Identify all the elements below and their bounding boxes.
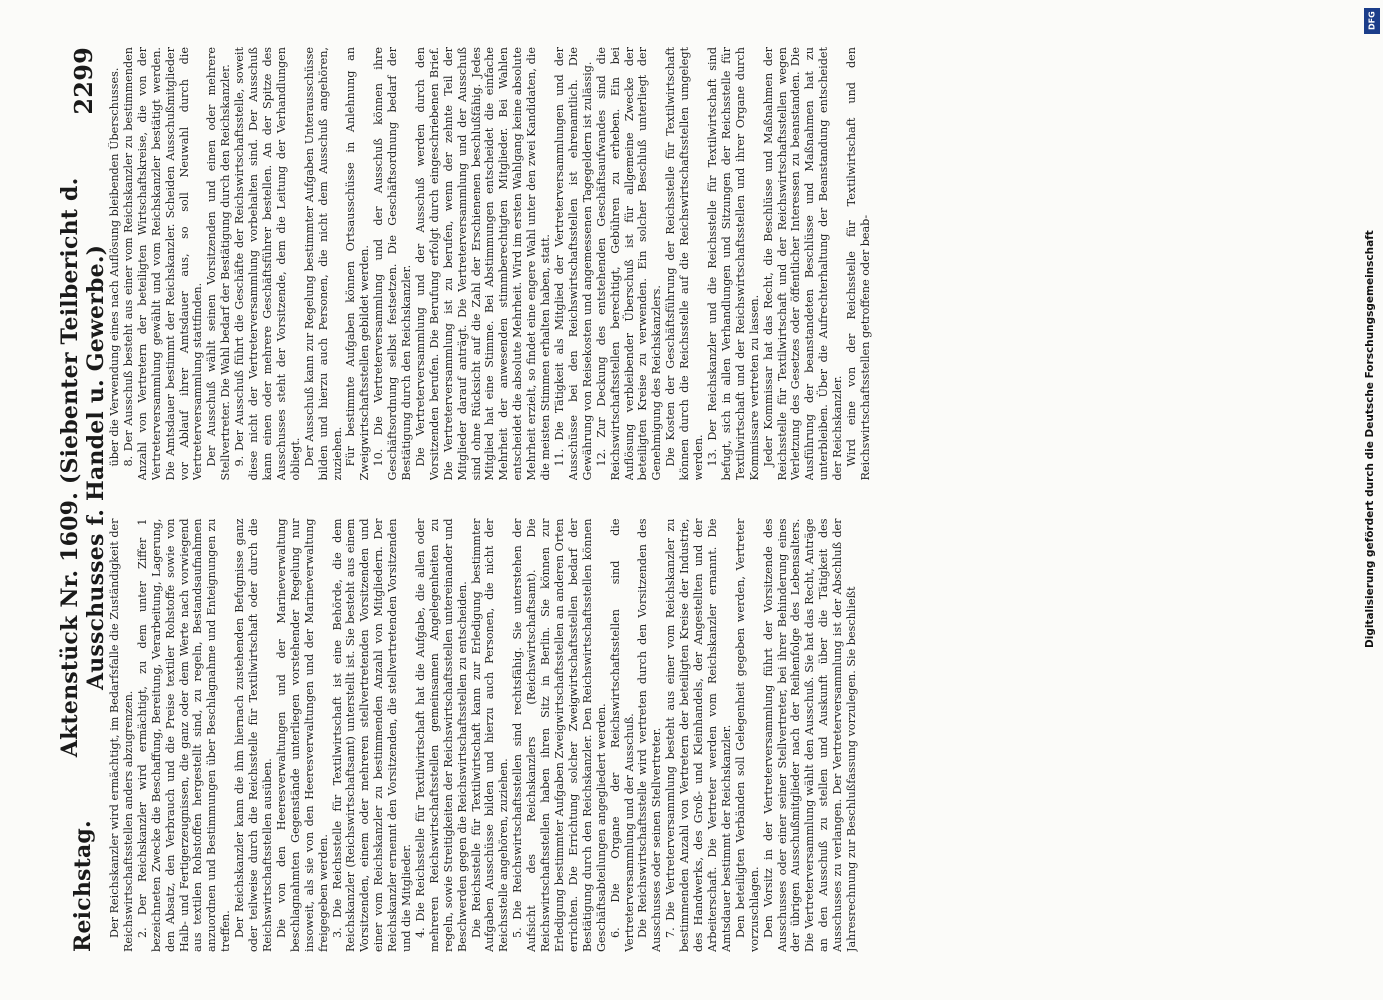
header-left: Reichstag. — [70, 820, 96, 952]
text-column-right — [108, 47, 1300, 481]
digitization-note: Digitalisierung gefördert durch die Deutsche Forschungsgemeinschaft — [1364, 230, 1376, 648]
paragraph: Der Ausschuß kann zur Regelung bestimmter Aufgaben Unterausschüsse bilden und hierzu auch Personen, die nicht dem Ausschuß angehören, zuziehen. — [302, 47, 344, 481]
paragraph: Der Reichskanzler wird ermächtigt, im Bedarfsfalle die Zuständigkeit der Reichswirtschaftsstellen anders abzugrenzen. — [108, 518, 135, 952]
paragraph: Wird eine von der Reichsstelle für Textilwirtschaft und den Reichswirtschaftsstellen getroffene oder beab- — [845, 47, 872, 481]
paragraph: 9. Der Ausschuß führt die Geschäfte der Reichswirtschaftsstelle, soweit diese nicht der Vertreterversammlung vorbehalten sind. Der Ausschuß kann einen oder mehrere Geschäftsführer bestellen. An der Spitze des Ausschusses steht der Vorsitzende, dem die Leitung der Verhandlungen obliegt. — [233, 47, 302, 481]
paragraph: Die Vertreterversammlung und der Ausschuß werden durch den Vorsitzenden berufen. Die Berufung erfolgt durch eingeschriebenen Brief. Die Vertreterversammlung ist zu berufen, wenn der zehnte Teil der Mitglieder darauf anträgt. Die Vertreterversammlung und der Ausschuß sind ohne Rücksicht auf die Zahl der Erschienenen beschlußfähig. Jedes Mitglied hat eine Stimme. Bei Abstimmungen entscheidet die einfache Mehrheit der anwesenden stimmberechtigten Mitglieder. Bei Wahlen entscheidet die absolute Mehrheit. Wird im ersten Wahlgang keine absolute Mehrheit erzielt, so findet eine engere Wahl unter den zwei Kandidaten, die die meisten Stimmen erhalten haben, statt. — [413, 47, 553, 481]
paragraph: Die Reichsstelle für Textilwirtschaft kann zur Erledigung bestimmter Aufgaben Ausschüsse bilden und hierzu auch Personen, die nicht der Reichsstelle angehören, zuziehen. — [469, 518, 511, 952]
text-columns — [108, 47, 1300, 952]
text-column-left — [108, 519, 1300, 953]
paragraph: über die Verwendung eines nach Auflösung bleibenden Überschusses. — [108, 67, 121, 467]
paragraph: 3. Die Reichsstelle für Textilwirtschaft ist eine Behörde, die dem Reichskanzler (Reichswirtschaftsamt) unterstellt ist. Sie besteht aus einem Vorsitzenden, einem oder mehreren stellvertretenden Vorsitzenden und einer vom Reichskanzler zu bestimmenden Anzahl von Mitgliedern. Der Reichskanzler ernennt den Vorsitzenden, die stellvertretenden Vorsitzenden und die Mitglieder. — [330, 518, 414, 952]
paragraph: 6. Die Organe der Reichswirtschaftsstellen sind die Vertreterversammlung und der Ausschuß. — [608, 518, 636, 952]
paragraph: 4. Die Reichsstelle für Textilwirtschaft hat die Aufgabe, die allen oder mehreren Reichswirtschaftsstellen gemeinsamen Angelegenheiten zu regeln, sowie Streitigkeiten der Reichswirtschaftsstellen untereinander und Beschwerden gegen die Reichswirtschaftsstellen zu entscheiden. — [413, 518, 469, 952]
paragraph: 5. Die Reichswirtschaftsstellen sind rechtsfähig. Sie unterstehen der Aufsicht des Reichskanzlers (Reichswirtschaftsamt). Die Reichswirtschaftsstellen haben ihren Sitz in Berlin. Sie können zur Erledigung bestimmter Aufgaben Zweigwirtschaftsstellen an anderen Orten errichten. Die Errichtung solcher Zweigwirtschaftsstellen bedarf der Bestätigung durch den Reichskanzler. Den Reichswirtschaftsstellen können Geschäftsabteilungen angegliedert werden. — [511, 518, 608, 952]
page-number: 2299 — [68, 47, 98, 115]
paragraph: Jeder Kommissar hat das Recht, die Beschlüsse und Maßnahmen der Reichsstelle für Textilwirtschaft und der Reichswirtschaftsstellen wegen Verletzung des Gesetzes oder öffentlicher Interessen zu beanstanden. Die Ausführung der beanstandeten Beschlüsse und Maßnahmen hat zu unterbleiben. Über die Aufrechterhaltung der Beanstandung entscheidet der Reichskanzler. — [761, 47, 845, 481]
paragraph: 2. Der Reichskanzler wird ermächtigt, zu dem unter Ziffer 1 bezeichneten Zwecke die Beschaffung, Bereitung, Verarbeitung, Lagerung, den Absatz, den Verbrauch und die Preise textiler Rohstoffe sowie von Halb- und Fertigerzeugnissen, die ganz oder dem Werte nach vorwiegend aus textilen Rohstoffen hergestellt sind, zu regeln, Bestandsaufnahmen anzuordnen und Bestimmungen über Beschlagnahme und Enteignungen zu treffen. — [135, 518, 233, 952]
paragraph: 11. Die Tätigkeit als Mitglied der Vertreterversammlungen und der Ausschüsse bei den Reichswirtschaftsstellen ist ehrenamtlich. Die Gewährung von Reisekosten und angemessenen Tagegeldern ist zulässig. — [553, 47, 594, 481]
paragraph: Der Ausschuß wählt seinen Vorsitzenden und einen oder mehrere Stellvertreter. Die Wahl bedarf der Bestätigung durch den Reichskanzler. — [205, 47, 233, 481]
paragraph: 8. Der Ausschuß besteht aus einer vom Reichskanzler zu bestimmenden Anzahl von Vertretern der beteiligten Wirtschaftskreise, die von der Vertreterversammlung gewählt und vom Reichskanzler bestätigt werden. Die Amtsdauer bestimmt der Reichskanzler. Scheiden Ausschußmitglieder vor Ablauf ihrer Amtsdauer aus, so soll Neuwahl durch die Vertreterversammlung stattfinden. — [121, 47, 205, 481]
paragraph: Den Vorsitz in der Vertreterversammlung führt der Vorsitzende des Ausschusses oder einer seiner Stellvertreter, bei ihrer Behinderung eines der übrigen Ausschußmitglieder nach der Reihenfolge des Lebensalters. Die Vertreterversammlung wählt den Ausschuß. Sie hat das Recht, Anträge an den Ausschuß zu stellen und Auskunft über die Tätigkeit des Ausschusses zu verlangen. Der Vertreterversammlung ist der Abschluß der Jahresrechnung zur Beschlußfassung vorzulegen. Sie beschließt — [761, 518, 859, 952]
header-title: Aktenstück Nr. 1609. (Siebenter Teilbericht d. Ausschusses f. Handel u. Gewerbe.) — [57, 177, 109, 758]
paragraph: Die Kosten der Geschäftsführung der Reichsstelle für Textilwirtschaft können durch die Reichsstelle auf die Reichswirtschaftsstellen umgelegt werden. — [664, 47, 706, 481]
paragraph: Die Reichswirtschaftsstelle wird vertreten durch den Vorsitzenden des Ausschusses oder seinen Stellvertreter. — [636, 518, 664, 952]
paragraph: 10. Die Vertreterversammlung und der Ausschuß können ihre Geschäftsordnung selbst festsetzen. Die Geschäftsordnung bedarf der Bestätigung durch den Reichskanzler. — [372, 47, 414, 481]
paragraph: 7. Die Vertreterversammlung besteht aus einer vom Reichskanzler zu bestimmenden Anzahl von Vertretern der beteiligten Kreise der Industrie, des Handwerks, des Groß- und Kleinhandels, der Angestellten und der Arbeiterschaft. Die Vertreter werden vom Reichskanzler ernannt. Die Amtsdauer bestimmt der Reichskanzler. — [664, 518, 733, 952]
paragraph: Den beteiligten Verbänden soll Gelegenheit gegeben werden, Vertreter vorzuschlagen. — [733, 518, 761, 952]
digitization-strip — [1361, 8, 1381, 988]
paragraph: 12. Zur Deckung des entstehenden Geschäftsaufwandes sind die Reichswirtschaftsstellen berechtigt, Gebühren zu erheben. Ein bei Auflösung verbleibender Überschuß ist für allgemeine Zwecke der beteiligten Kreise zu verwenden. Ein solcher Beschluß unterliegt der Genehmigung des Reichskanzlers. — [594, 47, 664, 481]
dfg-logo: DFG — [1364, 8, 1380, 34]
paragraph: Die von den Heeresverwaltungen und der Marineverwaltung beschlagnahmten Gegenstände unterliegen vorstehender Regelung nur insoweit, als sie von den Heeresverwaltungen und der Marineverwaltung freigegeben werden. — [274, 518, 330, 952]
paragraph: 13. Der Reichskanzler und die Reichsstelle für Textilwirtschaft sind befugt, sich in allen Verhandlungen und Sitzungen der Reichsstelle für Textilwirtschaft und der Reichswirtschaftsstellen und ihrer Organe durch Kommissare vertreten zu lassen. — [705, 47, 761, 481]
page-header — [57, 47, 109, 952]
paragraph: Der Reichskanzler kann die ihm hiernach zustehenden Befugnisse ganz oder teilweise durch die Reichsstelle für Textilwirtschaft oder durch die Reichswirtschaftsstellen ausüben. — [233, 518, 274, 952]
paragraph: Für bestimmte Aufgaben können Ortsausschüsse in Anlehnung an Zweigwirtschaftsstellen gebildet werden. — [344, 47, 372, 481]
